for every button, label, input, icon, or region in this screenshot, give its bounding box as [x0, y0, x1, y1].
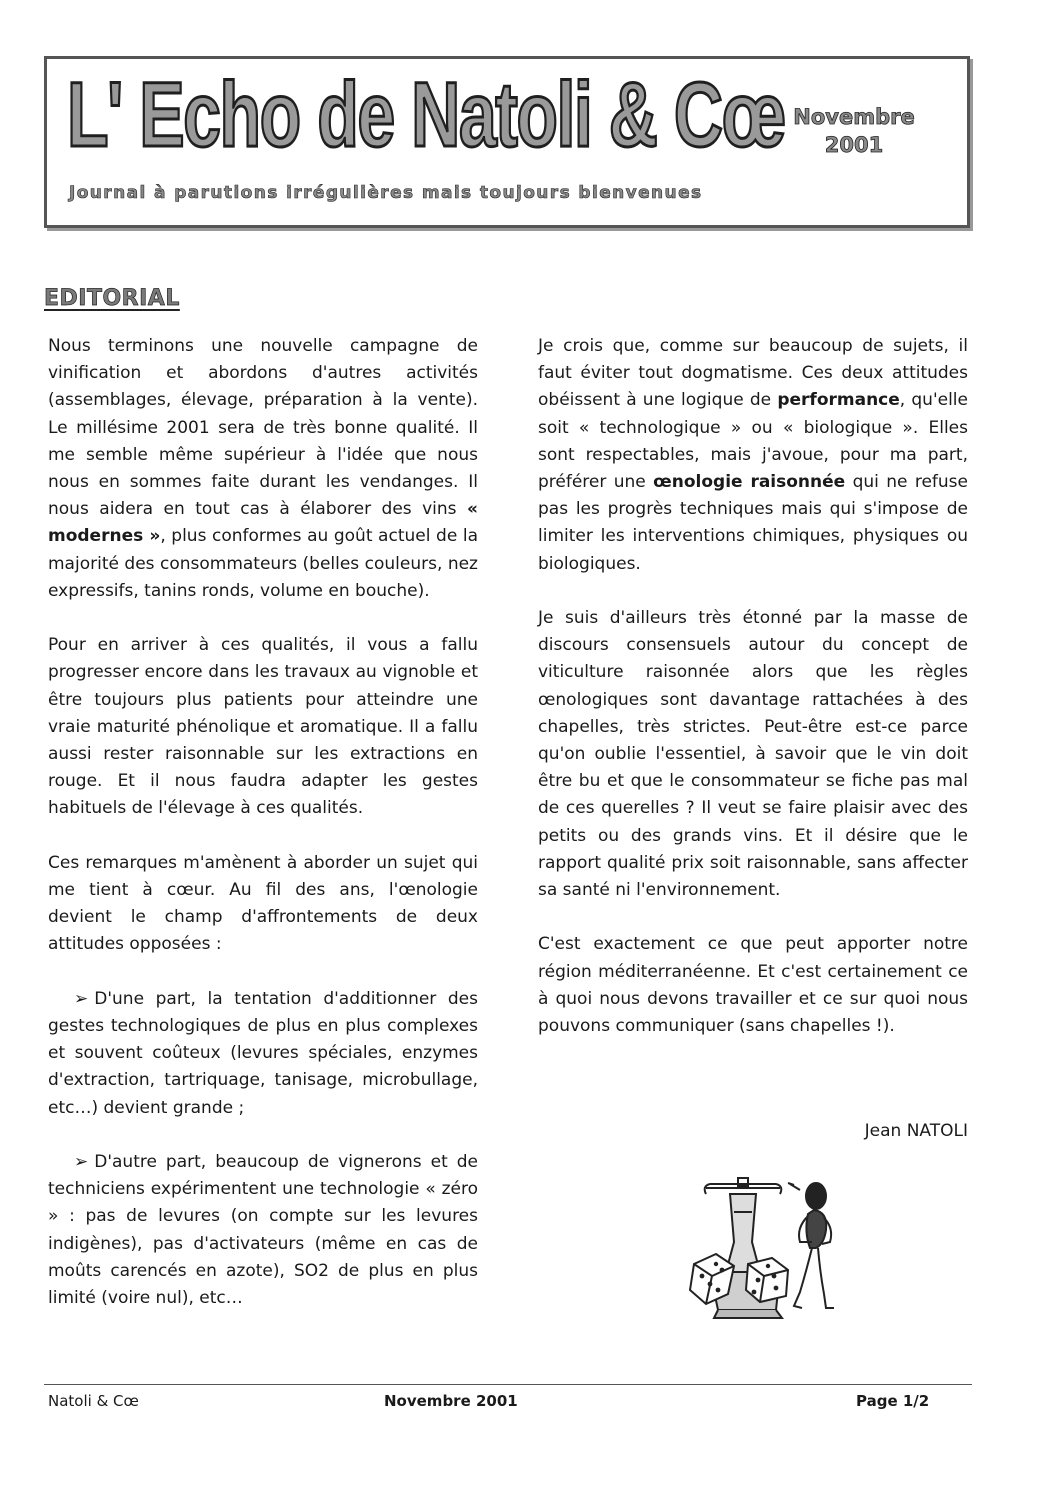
- issue-year: 2001: [824, 133, 884, 158]
- editorial-right-column: [538, 333, 968, 1067]
- arrow-bullet-icon: ➢: [74, 988, 89, 1009]
- person-with-dice-on-scale-icon: [688, 1172, 848, 1326]
- arrow-bullet-icon: ➢: [74, 1152, 89, 1173]
- list-item: ➢ D'une part, la tentation d'additionner des gestes technologiques de plus en plus complexes et souvent coûteux (levures spéciales, enzymes d'extraction, tartriquage, tanisage, microbullage, etc…) devient grande ;: [48, 988, 478, 1118]
- paragraph: Pour en arriver à ces qualités, il vous a fallu progresser encore dans les travaux au vignoble et être toujours plus patients pour atteindre une vraie maturité phénolique et aromatique. Il a fallu aussi rester raisonnable sur les extractions en rouge. Et il nous faudra adapter les gestes habituels de l'élevage à ces qualités.: [48, 635, 478, 819]
- section-heading-editorial: EDITORIAL: [44, 286, 180, 312]
- paragraph: Je crois que, comme sur beaucoup de sujets, il faut éviter tout dogmatisme. Ces deux attitudes obéissent à une logique de performance, qu'elle soit « technologique » ou « biologique ». Elles sont respectables, mais j'avoue, pour ma part, préférer une œnologie raisonnée qui ne refuse pas les progrès techniques mais qui s'impose de limiter les interventions chimiques, physiques ou biologiques.: [538, 336, 968, 574]
- signature: Jean NATOLI: [864, 1121, 968, 1141]
- issue-date: [789, 103, 919, 160]
- editorial-left-column: [48, 333, 478, 1339]
- masthead: [44, 56, 970, 228]
- paragraph: C'est exactement ce que peut apporter notre région méditerranéenne. Et c'est certainement ce à quoi nous devons travailler et ce sur quoi nous pouvons communiquer (sans chapelles !).: [538, 934, 968, 1037]
- newsletter-tagline: Journal à parutions irrégulières mais toujours bienvenues: [69, 183, 703, 203]
- paragraph: Nous terminons une nouvelle campagne de vinification et abordons d'autres activités (assemblages, élevage, préparation à la vente). Le millésime 2001 sera de très bonne qualité. Il me semble même supérieur à l'idée que nous nous en sommes faite durant les vendanges. Il nous aidera en tout cas à élaborer des vins « modernes », plus conformes au goût actuel de la majorité des consommateurs (belles couleurs, nez expressifs, tanins ronds, volume en bouche).: [48, 336, 478, 601]
- issue-month: Novembre: [793, 105, 915, 129]
- newsletter-title: L' Echo de Natoli & Cœ: [67, 64, 785, 166]
- footer-issue-date: Novembre 2001: [384, 1392, 518, 1410]
- footer-publisher: Natoli & Cœ: [48, 1392, 139, 1410]
- paragraph: Ces remarques m'amènent à aborder un sujet qui me tient à cœur. Au fil des ans, l'œnologie devient le champ d'affrontements de deux attitudes opposées :: [48, 852, 478, 955]
- list-item: ➢ D'autre part, beaucoup de vignerons et de techniciens expérimentent une technologie « zéro » : pas de levures (on compte sur les levures indigènes), pas d'activateurs (même en cas de moûts carencés en azote), SO2 de plus en plus limité (voire nul), etc…: [48, 1152, 478, 1309]
- paragraph: Je suis d'ailleurs très étonné par la masse de discours consensuels autour du concept de viticulture raisonnée alors que les règles œnologiques sont davantage rattachées à des chapelles, très strictes. Peut-être est-ce parce qu'on oublie l'essentiel, à savoir que le vin doit être bu et que le consommateur se fiche pas mal de ces querelles ? Il veut se faire plaisir avec des petits ou des grands vins. Et il désire que le rapport qualité prix soit raisonnable, sans affecter sa santé ni l'environnement.: [538, 608, 968, 901]
- footer-divider: [44, 1384, 972, 1385]
- page-number: Page 1/2: [856, 1392, 930, 1410]
